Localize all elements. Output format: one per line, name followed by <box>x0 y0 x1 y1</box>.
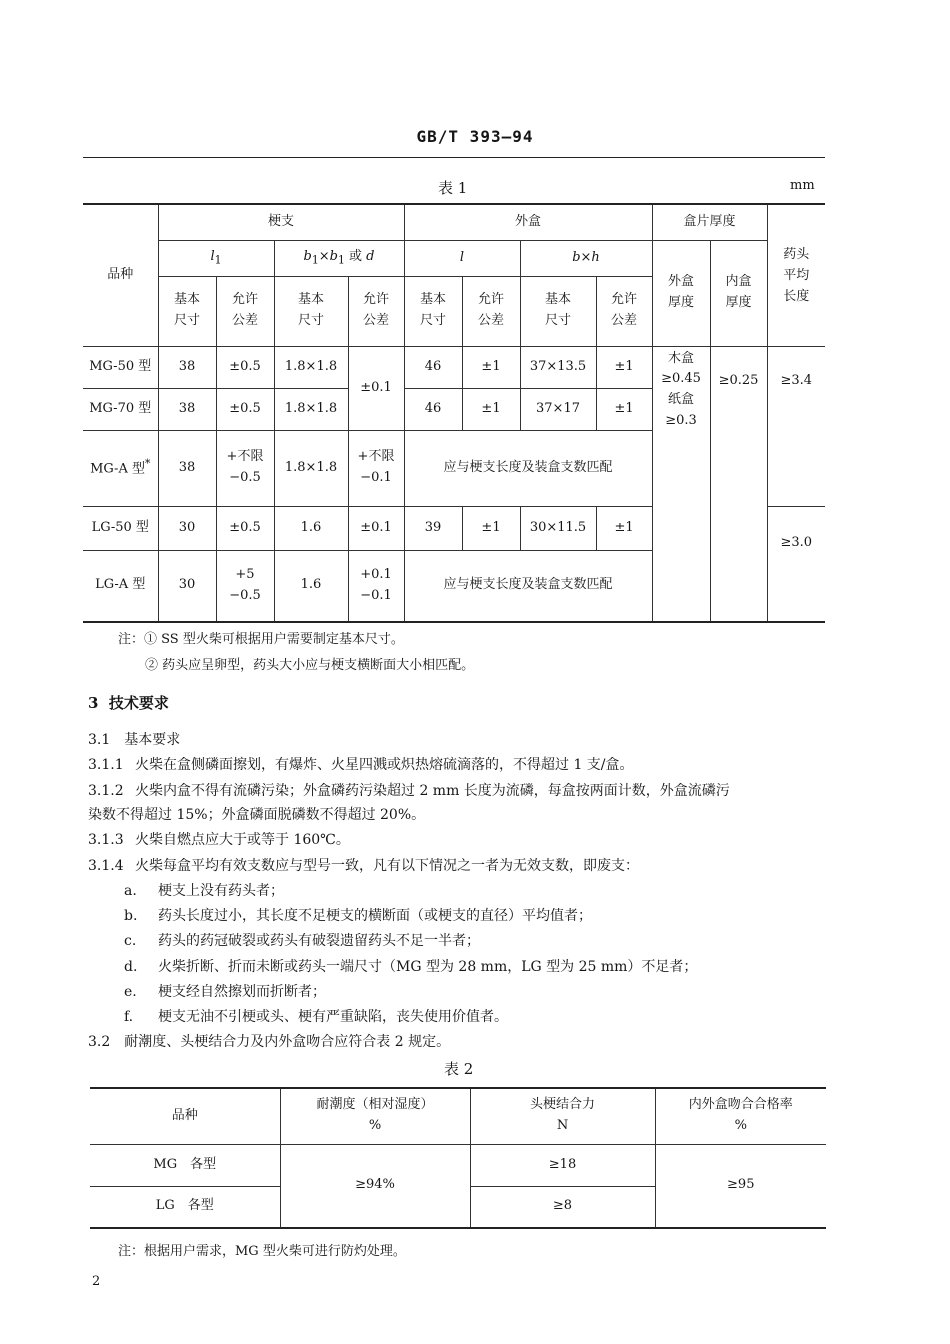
value-cell: 38 <box>158 346 216 388</box>
outer-wood-value: ≥0.45 <box>661 371 701 387</box>
h-outer-thick <box>652 240 710 346</box>
t2-variety-lg: LG 各型 <box>90 1186 280 1228</box>
table-row <box>83 346 825 388</box>
value-cell: 1.8×1.8 <box>274 388 348 430</box>
value-cell: 1.8×1.8 <box>274 346 348 388</box>
clause-3-1-4-no: 3.1.4 <box>88 858 124 874</box>
list-item-c-mark: c. <box>124 933 137 949</box>
value-cell: 38 <box>158 388 216 430</box>
table1-unit: mm <box>790 178 815 193</box>
value-cell: 30×11.5 <box>520 506 596 550</box>
footnote-mark: * <box>144 457 151 471</box>
mg-b1-tol-cell: ±0.1 <box>348 346 404 430</box>
h-basic-4 <box>520 276 596 346</box>
t2-h-variety: 品种 <box>90 1088 280 1144</box>
outer-wood-label: 木盒 <box>668 350 695 366</box>
list-item-e-mark: e. <box>124 984 137 1000</box>
value-cell <box>216 430 274 506</box>
h-tol-4 <box>596 276 652 346</box>
value-cell: ±1 <box>596 388 652 430</box>
variety-cell: MG-70 型 <box>83 388 158 430</box>
h-b1-b: b <box>329 249 338 265</box>
value-cell: 1.8×1.8 <box>274 430 348 506</box>
h-inner-thick-text: 内盒厚度 <box>725 274 752 310</box>
table-row <box>90 1144 826 1186</box>
h-tol-3 <box>462 276 520 346</box>
t2-h-fit-unit: % <box>734 1118 747 1134</box>
value-cell: ±0.5 <box>216 506 274 550</box>
h-basic-1-text: 基本尺寸 <box>173 292 200 328</box>
t2-h-fit <box>655 1088 826 1144</box>
outer-paper-label: 纸盒 <box>668 392 695 408</box>
h-l1-letter: l <box>210 249 215 265</box>
variety-cell: MG-50 型 <box>83 346 158 388</box>
h-bxh-text: b×h <box>572 249 600 265</box>
h-b1-x: × <box>318 249 330 265</box>
list-item-b: 药头长度过小，其长度不足梗支的横断面（或梗支的直径）平均值者； <box>158 908 592 924</box>
h-outer-box: 外盒 <box>404 204 652 240</box>
head-lg-value: ≥3.0 <box>780 534 813 550</box>
value-cell: 46 <box>404 388 462 430</box>
h-tol-2 <box>348 276 404 346</box>
clause-3-1-2-a: 火柴内盒不得有流磷污染；外盒磷药污染超过 2 mm 长度为流磷，每盒按两面计数，外盒流磷污 <box>135 783 730 799</box>
variety-text: MG-A 型 <box>90 461 145 477</box>
t2-h-moist <box>280 1088 470 1144</box>
value-cell: ±1 <box>596 346 652 388</box>
h-basic-2-text: 基本尺寸 <box>297 292 324 328</box>
value-cell: ±0.5 <box>216 388 274 430</box>
t2-bond-mg: ≥18 <box>470 1144 655 1186</box>
tol-upper: +不限 <box>357 449 395 465</box>
value-cell: ±0.5 <box>216 346 274 388</box>
h-sheet-thickness: 盒片厚度 <box>652 204 767 240</box>
t2-variety-mg: MG 各型 <box>90 1144 280 1186</box>
standard-code: GB/T 393—94 <box>416 127 534 146</box>
h-head-length-text: 药头平均长度 <box>783 247 810 304</box>
list-item-b-mark: b. <box>124 908 138 924</box>
list-item-a-mark: a. <box>124 883 137 899</box>
list-item-a: 梗支上没有药头者； <box>158 883 284 899</box>
clause-3-1-4: 火柴每盒平均有效支数应与型号一致，凡有以下情况之一者为无效支数，即废支： <box>135 858 639 874</box>
table1 <box>83 203 825 623</box>
h-tol-2-text: 允许公差 <box>362 292 389 328</box>
list-item-d: 火柴折断、折而未断或药头一端尺寸（MG 型为 28 mm，LG 型为 25 mm）不足者； <box>158 959 698 975</box>
h-stick: 梗支 <box>158 204 404 240</box>
tol-upper: +0.1 <box>360 566 392 582</box>
table1-caption: 表 1 <box>438 179 468 197</box>
h-b1-a: b <box>303 249 312 265</box>
outer-thick-cell <box>652 346 710 622</box>
inner-thick-cell <box>710 346 767 622</box>
value-cell: 1.6 <box>274 550 348 622</box>
t2-h-bond <box>470 1088 655 1144</box>
inner-value: ≥0.25 <box>718 372 759 388</box>
value-cell: 46 <box>404 346 462 388</box>
head-mg-value: ≥3.4 <box>780 372 813 388</box>
h-tol-1-text: 允许公差 <box>231 292 258 328</box>
table2-note: 注：根据用户需求，MG 型火柴可进行防灼处理。 <box>118 1244 406 1259</box>
head-lg-cell <box>767 506 825 622</box>
section-3-heading <box>88 692 169 713</box>
clause-3-2: 3.2 耐潮度、头梗结合力及内外盒吻合应符合表 2 规定。 <box>88 1034 451 1050</box>
section-number: 3 <box>88 694 99 712</box>
variety-cell: LG-50 型 <box>83 506 158 550</box>
h-inner-thick <box>710 240 767 346</box>
h-b1-sub2: 1 <box>337 253 345 267</box>
table1-note-1: 注：① SS 型火柴可根据用户需要制定基本尺寸。 <box>118 632 404 647</box>
outer-paper-value: ≥0.3 <box>665 412 697 428</box>
h-basic-4-text: 基本尺寸 <box>545 292 572 328</box>
h-tol-3-text: 允许公差 <box>478 292 505 328</box>
h-basic-2 <box>274 276 348 346</box>
value-cell: 37×17 <box>520 388 596 430</box>
h-variety: 品种 <box>83 204 158 346</box>
list-item-c: 药头的药冠破裂或药头有破裂遗留药头不足一半者； <box>158 933 480 949</box>
clause-3-1-2-no: 3.1.2 <box>88 783 124 799</box>
tol-lower: −0.1 <box>360 587 392 603</box>
variety-cell: LG-A 型 <box>83 550 158 622</box>
header-rule <box>83 157 825 158</box>
clause-3-1-1: 火柴在盒侧磷面擦划，有爆炸、火星四溅或炽热熔硫滴落的，不得超过 1 支/盒。 <box>135 757 634 773</box>
tol-lower: −0.5 <box>229 470 261 485</box>
list-item-e: 梗支经自然擦划而折断者； <box>158 984 326 1000</box>
h-b1 <box>274 240 404 276</box>
h-basic-3-text: 基本尺寸 <box>420 292 447 328</box>
tol-lower: −0.1 <box>360 470 392 485</box>
h-b1-or: 或 <box>344 249 367 265</box>
h-b1-d: d <box>366 249 375 265</box>
value-cell: ±0.1 <box>348 506 404 550</box>
box-note-cell: 应与梗支长度及装盒支数匹配 <box>404 550 652 622</box>
clause-3-1: 3.1 基本要求 <box>88 732 181 748</box>
value-cell <box>348 430 404 506</box>
t2-bond-lg: ≥8 <box>470 1186 655 1228</box>
h-tol-1 <box>216 276 274 346</box>
value-cell: 30 <box>158 506 216 550</box>
value-cell: 39 <box>404 506 462 550</box>
list-item-d-mark: d. <box>124 959 138 975</box>
h-basic-3 <box>404 276 462 346</box>
section-title: 技术要求 <box>108 694 169 712</box>
t2-h-bond-unit: N <box>556 1118 569 1134</box>
box-note-cell: 应与梗支长度及装盒支数匹配 <box>404 430 652 506</box>
value-cell: ±1 <box>462 388 520 430</box>
value-cell: ±1 <box>462 346 520 388</box>
value-cell: 37×13.5 <box>520 346 596 388</box>
h-bxh <box>520 240 652 276</box>
table1-note-2: ② 药头应呈卵型，药头大小应与梗支横断面大小相匹配。 <box>145 658 475 673</box>
page-number: 2 <box>92 1274 101 1289</box>
tol-upper: +5 <box>235 566 255 582</box>
h-b1-sub: 1 <box>311 253 319 267</box>
value-cell: 38 <box>158 430 216 506</box>
t2-moist-value: ≥94% <box>280 1144 470 1228</box>
table2 <box>90 1087 826 1229</box>
value-cell: ±1 <box>596 506 652 550</box>
value-cell <box>348 550 404 622</box>
list-item-f-mark: f. <box>124 1009 134 1025</box>
clause-3-1-2-b: 染数不得超过 15%；外盒磷面脱磷数不得超过 20%。 <box>88 807 426 823</box>
h-l-letter: l <box>459 249 465 265</box>
t2-h-fit-label: 内外盒吻合合格率 <box>688 1097 793 1113</box>
list-item-f: 梗支无油不引梗或头、梗有严重缺陷，丧失使用价值者。 <box>158 1009 508 1025</box>
h-head-length <box>767 204 825 346</box>
t2-h-bond-label: 头梗结合力 <box>529 1097 595 1113</box>
h-l1 <box>158 240 274 276</box>
variety-cell <box>83 430 158 506</box>
tol-upper: +不限 <box>226 449 264 465</box>
clause-3-1-3-no: 3.1.3 <box>88 832 124 848</box>
head-mg-cell <box>767 346 825 506</box>
tol-lower: −0.5 <box>229 587 261 603</box>
h-l <box>404 240 520 276</box>
t2-h-moist-label: 耐潮度（相对湿度） <box>316 1097 434 1113</box>
clause-3-1-3: 火柴自燃点应大于或等于 160℃。 <box>135 832 350 848</box>
table2-caption: 表 2 <box>444 1060 474 1078</box>
h-outer-thick-text: 外盒厚度 <box>668 274 695 310</box>
value-cell <box>216 550 274 622</box>
value-cell: 30 <box>158 550 216 622</box>
h-tol-4-text: 允许公差 <box>611 292 638 328</box>
value-cell: ±1 <box>462 506 520 550</box>
h-l1-sub: 1 <box>214 253 222 267</box>
h-basic-1 <box>158 276 216 346</box>
clause-3-1-1-no: 3.1.1 <box>88 757 124 773</box>
value-cell: 1.6 <box>274 506 348 550</box>
t2-fit-value: ≥95 <box>655 1144 826 1228</box>
t2-h-moist-unit: % <box>368 1118 382 1134</box>
